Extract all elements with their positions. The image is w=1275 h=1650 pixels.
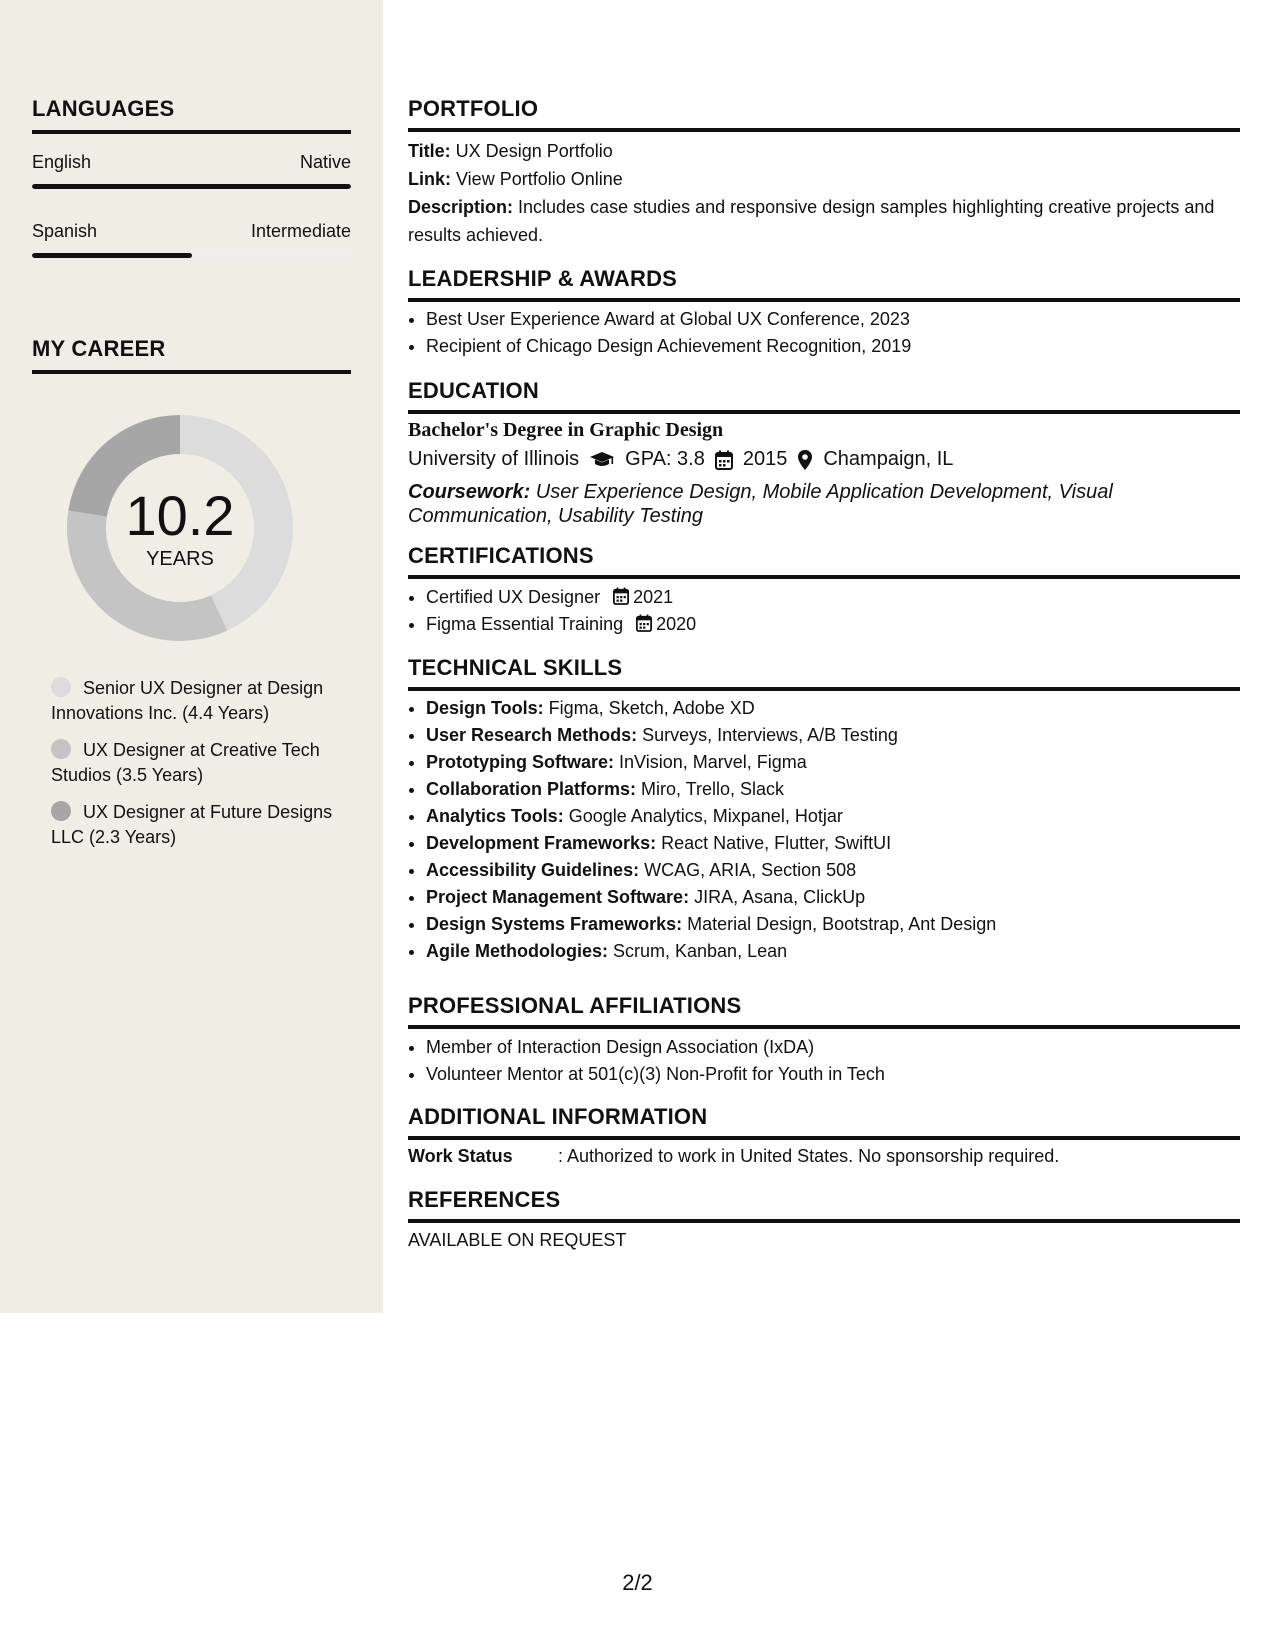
skill-item [426,938,1258,965]
calendar-icon [613,587,629,605]
language-bar-english [32,184,351,189]
skill-label: Project Management Software: [426,887,690,907]
language-level: Native [299,152,351,172]
field-label: Description: [408,197,514,217]
portfolio-heading: PORTFOLIO [408,96,1240,132]
list-item: • Member of Interaction Design Association (IxDA) [426,1034,1258,1061]
gpa: GPA: 3.8 [625,448,705,470]
skill-item [426,749,1258,776]
field-value: UX Design Portfolio [450,141,613,161]
certification-name: Figma Essential Training [426,614,624,634]
coursework-label: Coursework: [408,481,531,503]
career-total-years: 10.2 [125,484,235,547]
skill-value: Google Analytics, Mixpanel, Hotjar [563,806,843,826]
skill-item [426,695,1258,722]
skill-value: InVision, Marvel, Figma [614,752,807,772]
languages-heading: LANGUAGES [32,96,351,134]
additional-heading: ADDITIONAL INFORMATION [408,1104,1240,1140]
language-row-english [32,152,351,173]
career-legend-item [51,738,341,788]
map-pin-icon [797,449,813,471]
language-bar-spanish [32,253,351,258]
certifications-list [408,584,1258,638]
skill-label: Design Tools: [426,698,544,718]
references-heading: REFERENCES [408,1187,1240,1223]
career-role-text: UX Designer at Creative Tech Studios (3.5 Years) [51,740,320,785]
skill-value: Miro, Trello, Slack [636,779,785,799]
certification-year: 2021 [633,587,674,607]
portfolio-link [408,165,1240,193]
career-role-text: UX Designer at Future Designs LLC (2.3 Years) [51,802,333,847]
language-level: Intermediate [250,221,351,241]
certifications-heading: CERTIFICATIONS [408,543,1240,579]
legend-swatch [51,739,71,759]
skill-item [426,857,1258,884]
skill-value: WCAG, ARIA, Section 508 [639,860,857,880]
field-label: Link: [408,169,451,189]
portfolio-details [408,137,1240,249]
skill-value: Surveys, Interviews, A/B Testing [637,725,898,745]
graduation-cap-icon [589,450,615,470]
legend-swatch [51,677,71,697]
skill-label: Development Frameworks: [426,833,657,853]
skill-value: Material Design, Bootstrap, Ant Design [682,914,997,934]
skill-label: Analytics Tools: [426,806,564,826]
skill-label: Prototyping Software: [426,752,614,772]
list-item: • Best User Experience Award at Global UX Conference, 2023 [426,306,1258,333]
legend-swatch [51,801,71,821]
leadership-list [408,306,1258,360]
skill-item [426,803,1258,830]
education-meta [408,448,953,471]
language-name: Spanish [32,221,98,241]
skill-label: Accessibility Guidelines: [426,860,640,880]
work-status-row [408,1146,1240,1167]
field-value: Includes case studies and responsive design samples highlighting creative projects and results achieved. [408,197,1215,245]
skill-item [426,884,1258,911]
career-role-text: Senior UX Designer at Design Innovations Inc. (4.4 Years) [51,678,324,723]
degree-title: Bachelor's Degree in Graphic Design [408,419,724,441]
portfolio-link-text[interactable]: View Portfolio Online [451,169,623,189]
leadership-heading: LEADERSHIP & AWARDS [408,266,1240,302]
calendar-icon [715,450,733,470]
career-total [66,486,294,571]
school-name: University of Illinois [408,448,580,470]
list-item: • Recipient of Chicago Design Achievement Recognition, 2019 [426,333,1258,360]
affiliations-heading: PROFESSIONAL AFFILIATIONS [408,993,1240,1029]
affiliations-list [408,1034,1258,1088]
career-total-unit: YEARS [146,548,214,570]
language-bar-fill [32,253,192,258]
skill-item [426,776,1258,803]
language-row-spanish [32,221,351,242]
education-location: Champaign, IL [823,448,954,470]
skill-label: User Research Methods: [426,725,638,745]
skill-value: Figma, Sketch, Adobe XD [543,698,755,718]
skill-label: Design Systems Frameworks: [426,914,683,934]
work-status-value: : Authorized to work in United States. No sponsorship required. [558,1146,1060,1166]
career-legend-item [51,676,341,726]
skills-heading: TECHNICAL SKILLS [408,655,1240,691]
skill-item [426,830,1258,857]
skill-label: Agile Methodologies: [426,941,608,961]
skill-value: Scrum, Kanban, Lean [608,941,788,961]
certification-year: 2020 [656,614,697,634]
work-status-label: Work Status [408,1146,513,1166]
skill-label: Collaboration Platforms: [426,779,637,799]
skill-value: JIRA, Asana, ClickUp [689,887,866,907]
language-bar-fill [32,184,351,189]
career-heading: MY CAREER [32,336,351,374]
calendar-icon [636,614,652,632]
portfolio-description [408,193,1240,249]
portfolio-title [408,137,1240,165]
language-name: English [32,152,92,172]
graduation-year: 2015 [742,448,788,470]
career-legend-item [51,800,341,850]
coursework-value: User Experience Design, Mobile Application Development, Visual Communication, Usability Testing [408,481,1113,527]
sidebar [0,0,383,1313]
coursework [408,480,1138,528]
career-legend [51,676,341,862]
skill-item [426,911,1258,938]
skill-value: React Native, Flutter, SwiftUI [656,833,892,853]
page-number: 2/2 [622,1570,653,1595]
field-label: Title: [408,141,451,161]
list-item [426,611,1258,638]
skill-item [426,722,1258,749]
career-donut-chart [66,414,294,642]
certification-name: Certified UX Designer [426,587,601,607]
references-text: AVAILABLE ON REQUEST [408,1230,627,1250]
list-item: • Volunteer Mentor at 501(c)(3) Non-Profit for Youth in Tech [426,1061,1258,1088]
list-item [426,584,1258,611]
skills-list [408,695,1258,965]
education-heading: EDUCATION [408,378,1240,414]
